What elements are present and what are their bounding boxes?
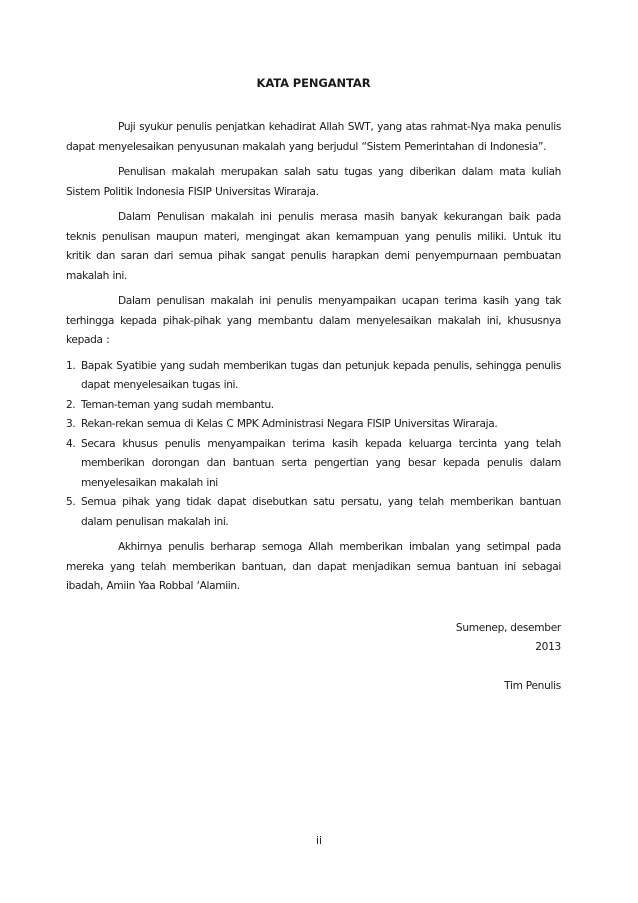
- list-item-text: Bapak Syatibie yang sudah memberikan tugas dan petunjuk kepada penulis, sehingga penulis dapat menyelesaikan tugas ini.: [81, 359, 561, 391]
- list-item-number: 4.: [66, 437, 76, 450]
- list-item-text: Secara khusus penulis menyampaikan terima kasih kepada keluarga tercinta yang telah memberikan dorongan dan bantuan serta pengertian yang besar kepada penulis dalam menyelesaikan makalah ini: [81, 437, 561, 489]
- list-item-text: Semua pihak yang tidak dapat disebutkan satu persatu, yang telah memberikan bantuan dalam penulisan makalah ini.: [81, 496, 561, 528]
- list-item: [66, 493, 561, 532]
- list-item: [66, 415, 561, 435]
- paragraph-3: Dalam Penulisan makalah ini penulis merasa masih banyak kekurangan baik pada teknis penulisan maupun materi, mengingat akan kemampuan yang penulis miliki. Untuk itu kritik dan saran dari semua pihak sangat penulis harapkan demi penyempurnaan pembuatan makalah ini.: [66, 211, 561, 282]
- paragraph-2: Penulisan makalah merupakan salah satu tugas yang diberikan dalam mata kuliah Sistem Politik Indonesia FISIP Universitas Wiraraja.: [66, 166, 561, 198]
- signature-author: Tim Penulis: [504, 679, 561, 692]
- list-item: [66, 435, 561, 494]
- acknowledgement-list: [66, 357, 561, 533]
- list-item-number: 3.: [66, 418, 76, 430]
- signature-place-date: Sumenep, desember: [455, 621, 561, 634]
- list-item-number: 2.: [66, 398, 76, 411]
- list-item-text: Teman-teman yang sudah membantu.: [81, 398, 274, 411]
- signature-year: 2013: [535, 640, 561, 653]
- page-title: KATA PENGANTAR: [256, 76, 371, 90]
- paragraph-1: Puji syukur penulis penjatkan kehadirat Allah SWT, yang atas rahmat-Nya maka penulis dapat menyelesaikan penyusunan makalah yang berjudul “Sistem Pemerintahan di Indonesia”.: [66, 121, 561, 153]
- list-item-number: 1.: [66, 359, 76, 372]
- list-item: [66, 396, 561, 416]
- page-content: [66, 76, 561, 696]
- list-item-number: 5.: [66, 496, 76, 508]
- list-item-text: Rekan-rekan semua di Kelas C MPK Administrasi Negara FISIP Universitas Wiraraja.: [81, 418, 498, 430]
- page-number: ii: [316, 835, 322, 847]
- closing-paragraph: Akhirnya penulis berharap semoga Allah memberikan imbalan yang setimpal pada mereka yang telah memberikan bantuan, dan dapat menjadikan semua bantuan ini sebagai ibadah, Amiin Yaa Robbal ‘Alamiin.: [66, 541, 561, 592]
- paragraph-4: Dalam penulisan makalah ini penulis menyampaikan ucapan terima kasih yang tak terhingga kepada pihak-pihak yang membantu dalam menyelesaikan makalah ini, khususnya kepada :: [66, 295, 561, 346]
- list-item: [66, 357, 561, 396]
